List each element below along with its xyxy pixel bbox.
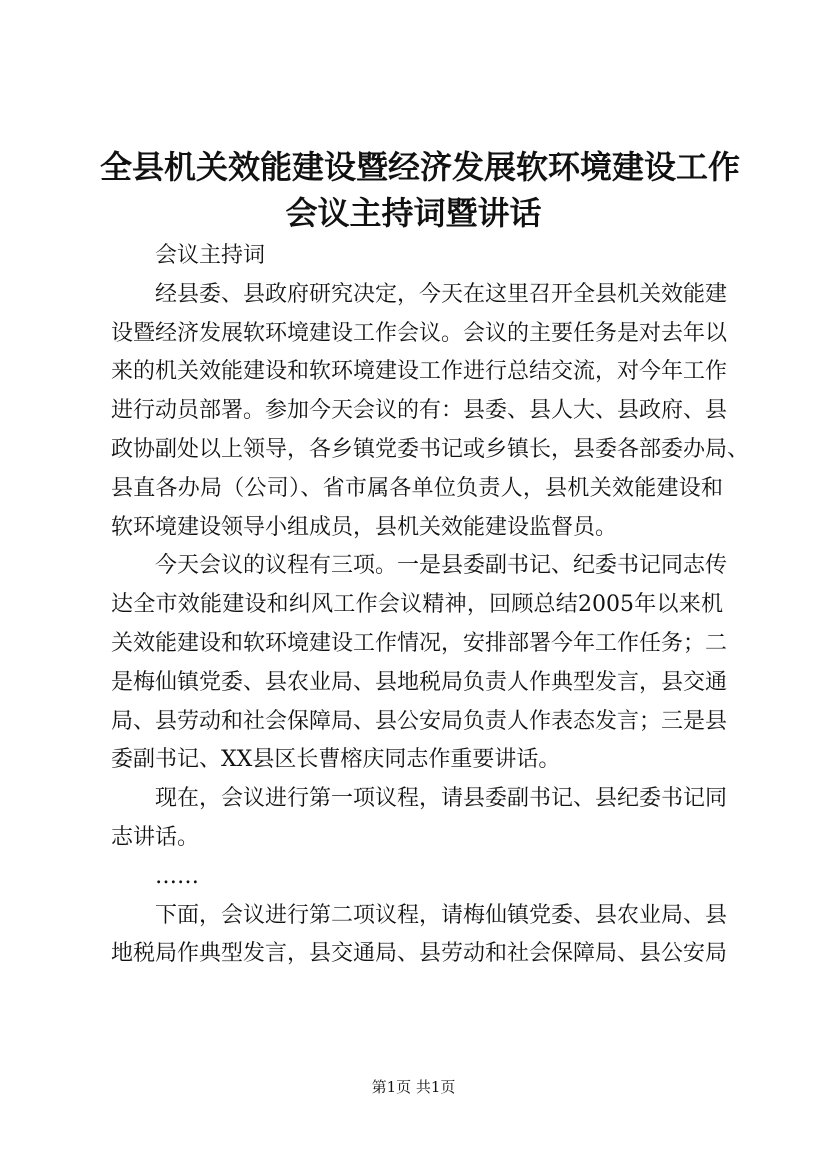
- text-line: 设暨经济发展软环境建设工作会议。会议的主要任务是对去年以: [111, 320, 728, 346]
- text-line: 政协副处以上领导，各乡镇党委书记或乡镇长，县委各部委办局、: [111, 436, 750, 462]
- text-line: 志讲话。: [111, 824, 200, 850]
- text-line: 今天会议的议程有三项。一是县委副书记、纪委书记同志传: [155, 553, 728, 579]
- paragraph-second-item: [111, 897, 728, 975]
- document-body: [111, 237, 750, 974]
- title-line-2: 会议主持词暨讲话: [285, 194, 542, 232]
- text-line: 县直各办局（公司）、省市属各单位负责人，县机关效能建设和: [111, 475, 723, 501]
- text-line: 局、县劳动和社会保障局、县公安局负责人作表态发言；三是县: [111, 708, 728, 734]
- text-line: 会议主持词: [155, 243, 266, 268]
- text-line: 软环境建设领导小组成员，县机关效能建设监督员。: [111, 514, 618, 540]
- paragraph-agenda: [111, 547, 728, 780]
- text-line: 达全市效能建设和纠风工作会议精神，回顾总结2005年以来机: [111, 592, 723, 618]
- title-line-1: 全县机关效能建设暨经济发展软环境建设工作: [100, 148, 741, 186]
- text-line: ……: [155, 863, 199, 889]
- page-number-footer: 第1页 共1页: [371, 1078, 456, 1096]
- text-line: 下面，会议进行第二项议程，请梅仙镇党委、县农业局、县: [155, 902, 728, 928]
- text-line: 地税局作典型发言，县交通局、县劳动和社会保障局、县公安局: [111, 941, 728, 967]
- text-line: 关效能建设和软环境建设工作情况，安排部署今年工作任务；二: [111, 630, 728, 656]
- paragraph-host-label: [111, 237, 723, 276]
- text-line: 现在，会议进行第一项议程，请县委副书记、县纪委书记同: [155, 786, 728, 812]
- paragraph-opening: [111, 276, 750, 548]
- text-line: 委副书记、XX县区长曹榕庆同志作重要讲话。: [111, 747, 561, 773]
- document-title: [100, 144, 741, 236]
- paragraph-first-item: [111, 780, 728, 858]
- text-line: 经县委、县政府研究决定，今天在这里召开全县机关效能建: [155, 281, 728, 307]
- paragraph-ellipsis: [111, 858, 723, 897]
- text-line: 来的机关效能建设和软环境建设工作进行总结交流，对今年工作: [111, 359, 728, 385]
- text-line: 是梅仙镇党委、县农业局、县地税局负责人作典型发言，县交通: [111, 669, 728, 695]
- text-line: 进行动员部署。参加今天会议的有：县委、县人大、县政府、县: [111, 398, 728, 424]
